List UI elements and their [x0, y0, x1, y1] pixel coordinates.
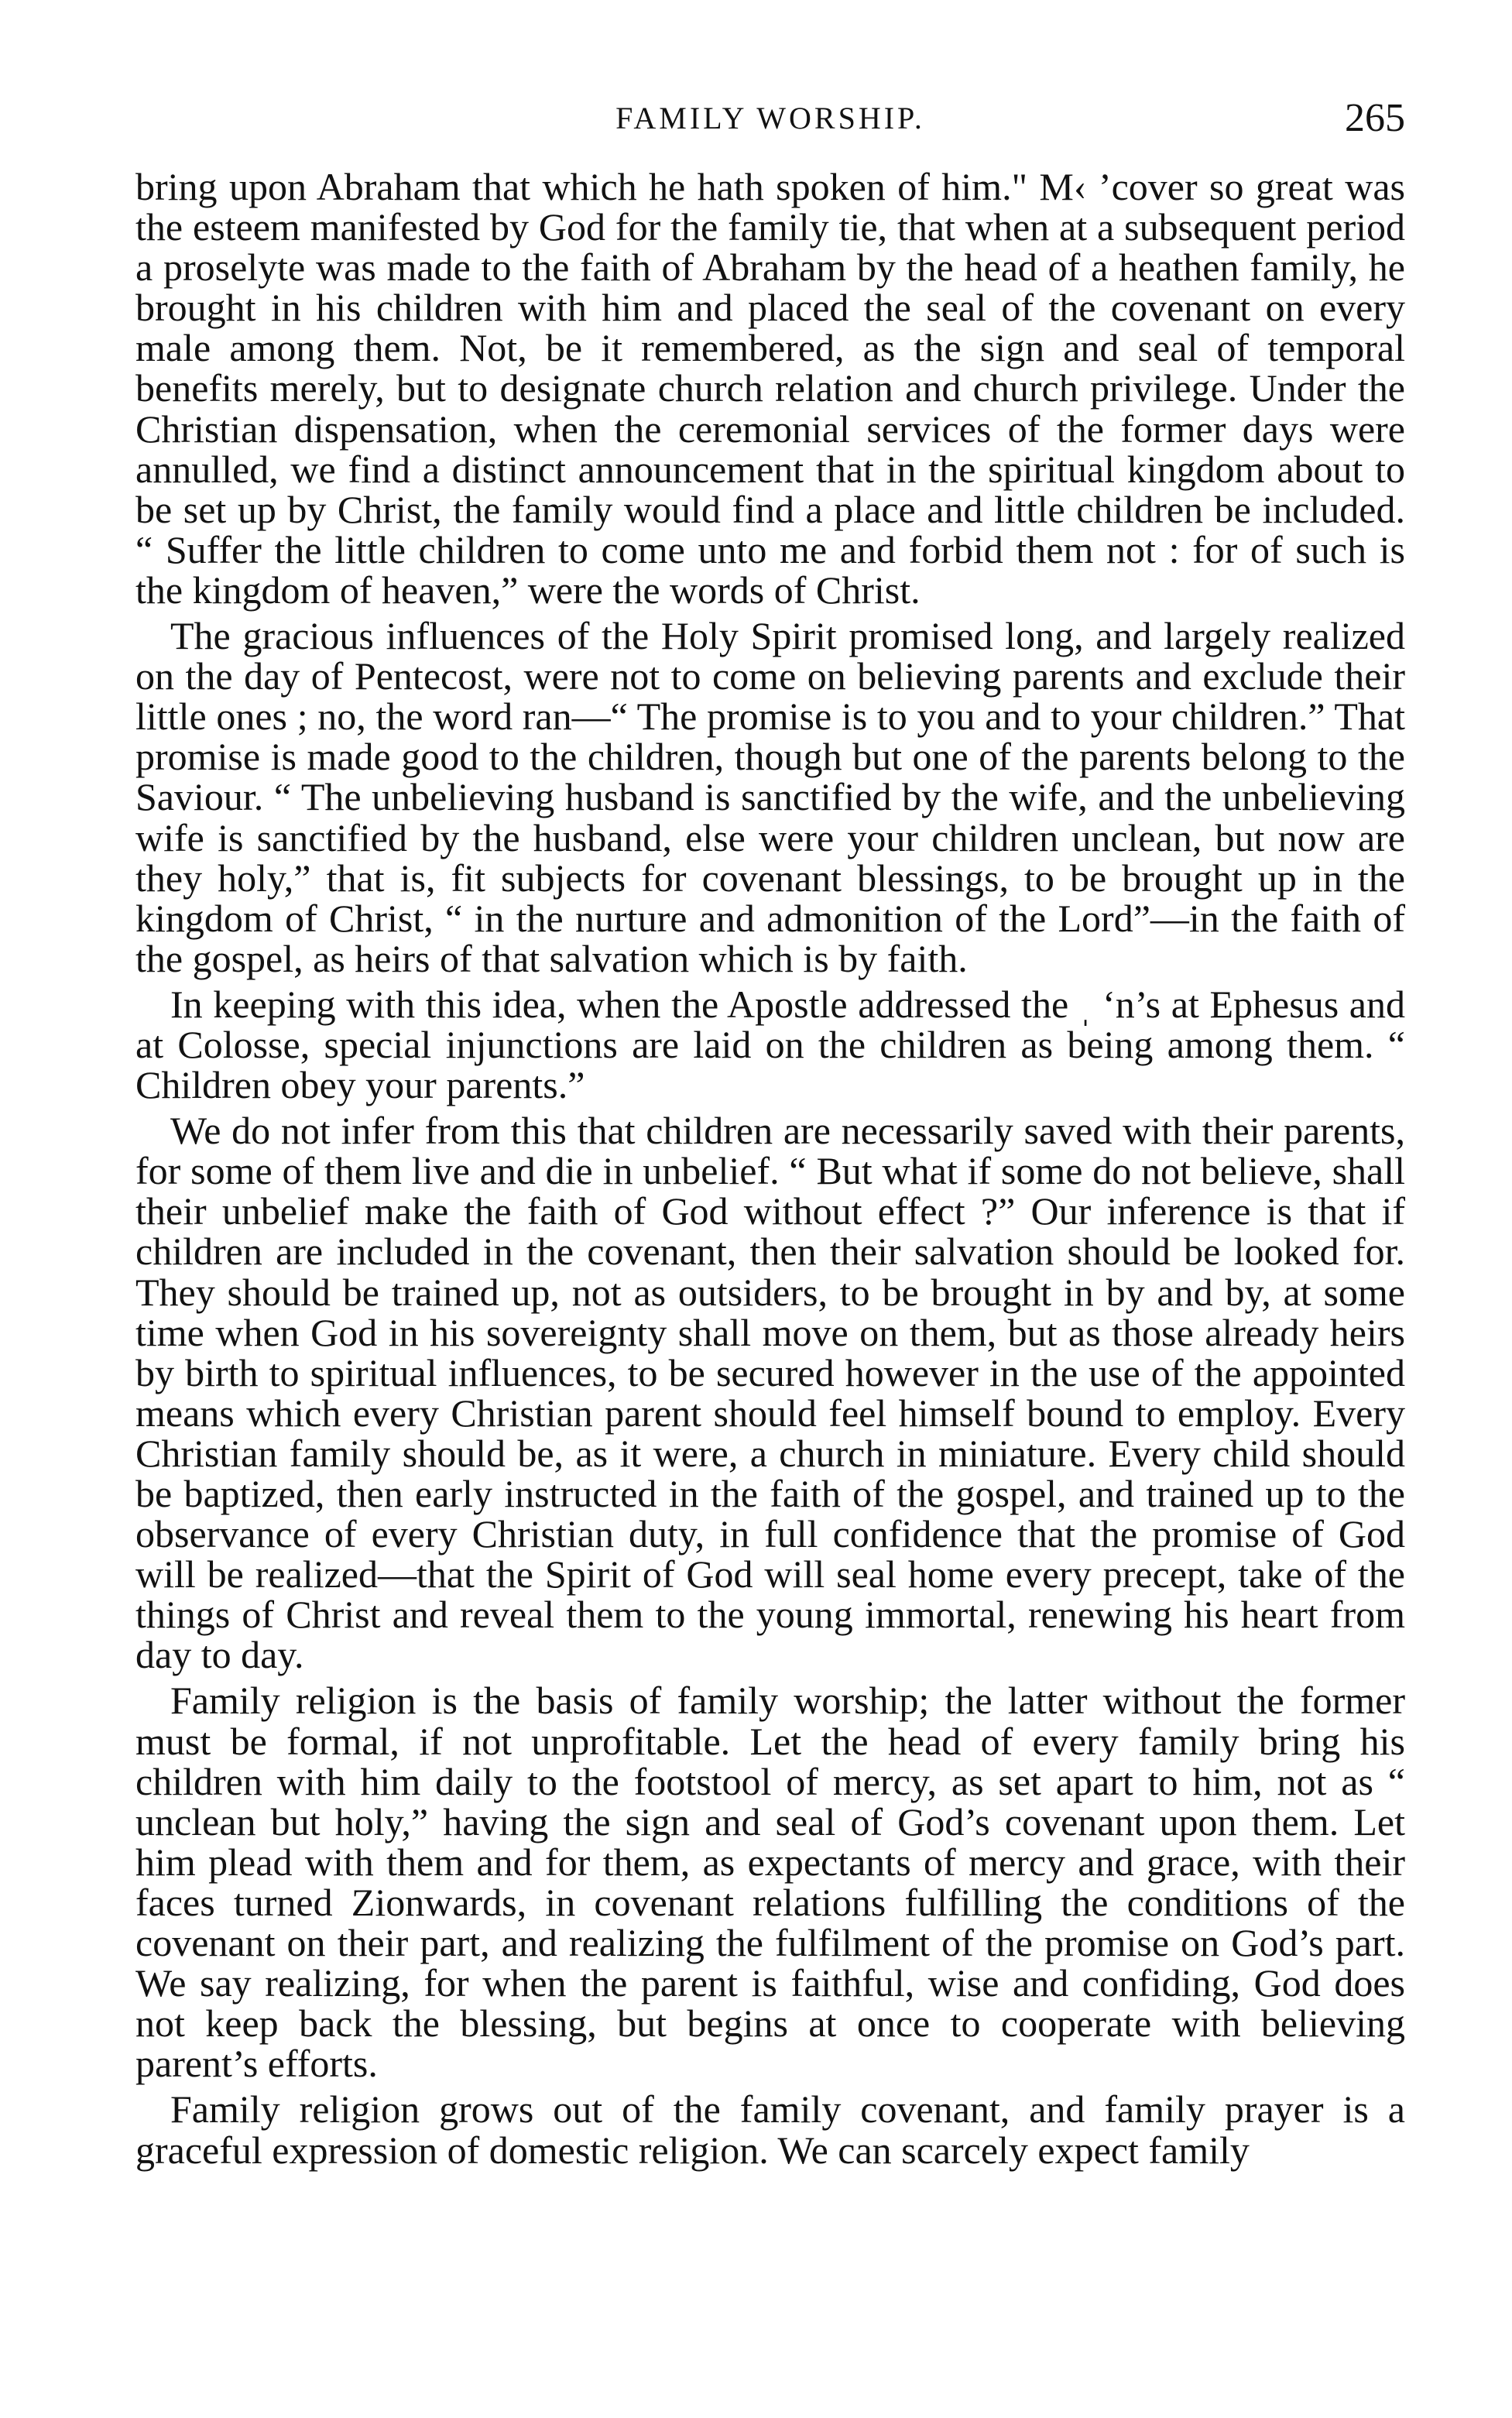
paragraph: bring upon Abraham that which he hath spoken of him." M‹ ’cover so great was the esteem manifested by God for the family tie, that when at a subsequent period a proselyte was made to the faith of Abraham by the head of a heathen family, he brought in his children with him and placed the seal of the covenant on every male among them. Not, be it remembered, as the sign and seal of temporal benefits merely, but to designate church relation and church privilege. Under the Christian dispensation, when the ceremonial services of the former days were annulled, we find a distinct announcement that in the spiritual kingdom about to be set up by Christ, the family would find a place and little children be included. “ Suffer the little children to come unto me and forbid them not : for of such is the kingdom of heaven,” were the words of Christ.: [135, 165, 1405, 612]
running-title: FAMILY WORSHIP.: [615, 101, 925, 135]
paragraph: In keeping with this idea, when the Apostle addressed the ˌ ‘n’s at Ephesus and at Colosse, special injunctions are laid on the children as being among them. “ Children obey your parents.”: [135, 982, 1405, 1107]
paragraph: Family religion is the basis of family worship; the latter without the former must be formal, if not unprofitable. Let the head of every family bring his children with him daily to the footstool of mercy, as set apart to him, not as “ unclean but holy,” having the sign and seal of God’s covenant upon them. Let him plead with them and for them, as expectants of mercy and grace, with their faces turned Zionwards, in covenant relations fulfilling the conditions of the covenant on their part, and realizing the fulfilment of the promise on God’s part. We say realizing, for when the parent is faithful, wise and confiding, God does not keep back the blessing, but begins at once to cooperate with believing parent’s efforts.: [135, 1679, 1405, 2086]
running-head: [135, 91, 1405, 146]
paragraph: The gracious influences of the Holy Spirit promised long, and largely realized on the day of Pentecost, were not to come on believing parents and exclude their little ones ; no, the word ran—“ The promise is to you and to your children.” That promise is made good to the children, though but one of the parents belong to the Saviour. “ The unbelieving husband is sanctified by the wife, and the unbelieving wife is sanctified by the husband, else were your children unclean, but now are they holy,” that is, fit subjects for covenant blessings, to be brought up in the kingdom of Christ, “ in the nurture and admonition of the Lord”—in the faith of the gospel, as heirs of that salvation which is by faith.: [135, 614, 1405, 980]
page-number: 265: [1345, 96, 1405, 140]
paragraph: We do not infer from this that children are necessarily saved with their parents, for some of them live and die in unbelief. “ But what if some do not believe, shall their unbelief make the faith of God without effect ?” Our inference is that if children are included in the covenant, then their salvation should be looked for. They should be trained up, not as outsiders, to be brought in by and by, at some time when God in his sovereignty shall move on them, but as those already heirs by birth to spiritual influences, to be secured however in the use of the appointed means which every Christian parent should feel himself bound to employ. Every Christian family should be, as it were, a church in miniature. Every child should be baptized, then early instructed in the faith of the gospel, and trained up to the observance of every Christian duty, in full confidence that the promise of God will be realized—that the Spirit of God will seal home every precept, take of the things of Christ and reveal them to the young immortal, renewing his heart from day to day.: [135, 1109, 1405, 1677]
paragraph: Family religion grows out of the family covenant, and family prayer is a graceful expression of domestic religion. We can scarcely expect family: [135, 2087, 1405, 2172]
body-text: [135, 166, 1405, 2176]
